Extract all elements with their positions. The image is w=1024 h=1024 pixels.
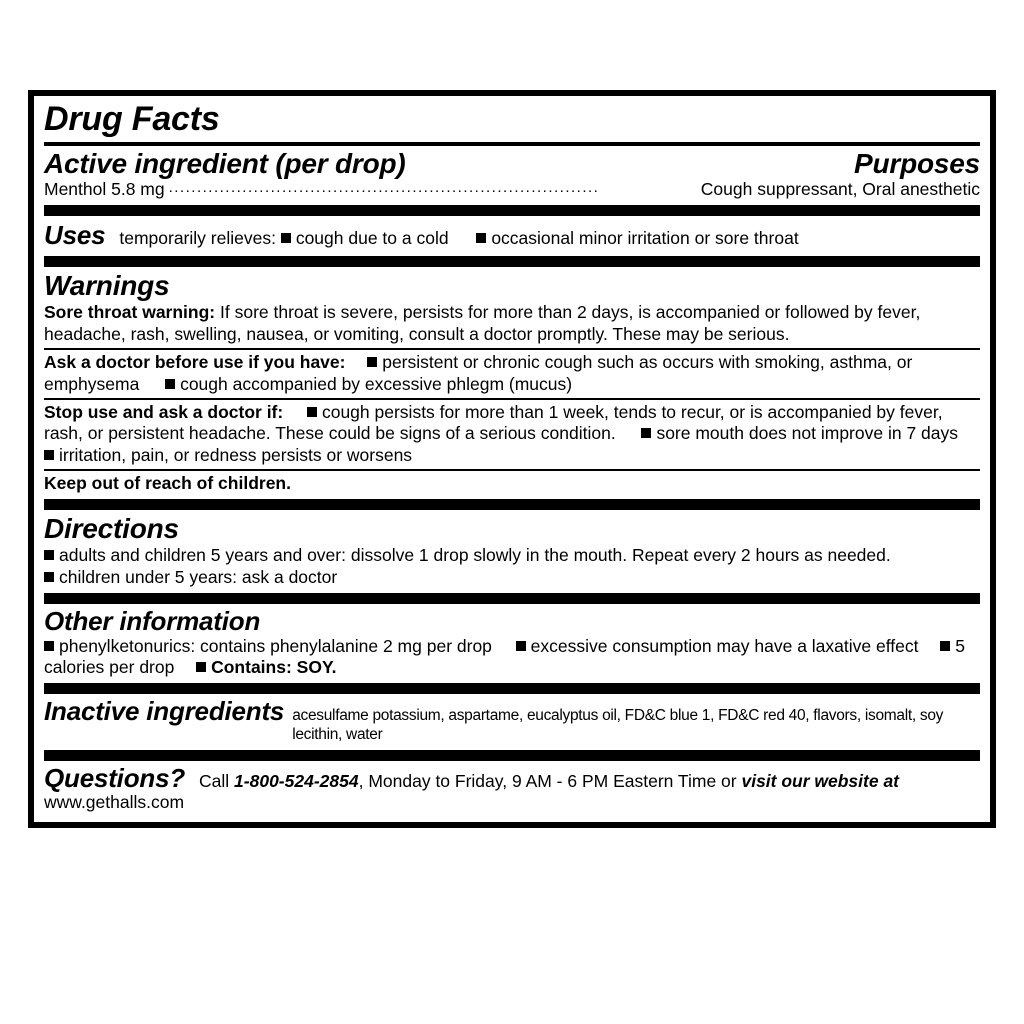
ask-doctor-label: Ask a doctor before use if you have: [44,352,346,373]
bullet-square-icon [44,450,54,460]
questions-heading: Questions? [44,763,186,794]
divider [44,256,980,267]
bullet-square-icon [476,233,486,243]
bullet-square-icon [940,641,950,651]
other-information-item: Contains: SOY. [211,656,337,677]
divider [44,398,980,400]
directions-item: adults and children 5 years and over: dissolve 1 drop slowly in the mouth. Repeat every 2 hours as needed. [44,545,980,566]
divider [44,593,980,604]
other-information-heading: Other information [44,606,261,637]
divider [44,683,980,694]
inactive-ingredients-text: acesulfame potassium, aspartame, eucalyptus oil, FD&C blue 1, FD&C red 40, flavors, isomalt, soy lecithin, water [292,707,944,744]
active-ingredient-heading: Active ingredient (per drop) [44,147,406,179]
uses-item: occasional minor irritation or sore throat [491,228,799,249]
questions-section [44,765,980,814]
divider [44,348,980,350]
active-ingredient-purposes: Cough suppressant, Oral anesthetic [700,179,980,200]
inactive-ingredients-heading: Inactive ingredients [44,696,285,727]
divider [44,469,980,471]
bullet-square-icon [641,428,651,438]
stop-use-item: cough persists for more than 1 week, tends to recur, or is accompanied by fever, rash, or persistent headache. These could be signs of a serious condition. [44,401,943,444]
bullet-square-icon [44,641,54,651]
inactive-ingredients-section [44,698,980,745]
other-information-item: phenylketonurics: contains phenylalanine 2 mg per drop [59,635,492,656]
keep-out-of-reach: Keep out of reach of children. [44,472,291,493]
questions-website-label: visit our website at [741,771,900,792]
questions-call-label: Call [199,771,230,792]
other-information-item: excessive consumption may have a laxative effect [530,635,919,656]
divider [44,499,980,510]
uses-heading: Uses [44,220,106,251]
questions-hours: , Monday to Friday, 9 AM - 6 PM Eastern Time or [358,771,742,792]
active-ingredient-section [44,149,980,200]
bullet-square-icon [516,641,526,651]
directions-item: children under 5 years: ask a doctor [44,567,980,588]
warnings-heading: Warnings [44,270,170,302]
bullet-square-icon [44,572,54,582]
uses-item: cough due to a cold [295,228,449,249]
sore-throat-warning-label: Sore throat warning: [44,302,216,323]
warnings-section [44,271,980,494]
bullet-square-icon [281,233,291,243]
stop-use-label: Stop use and ask a doctor if: [44,401,284,422]
directions-heading: Directions [44,513,179,545]
questions-website[interactable]: www.gethalls.com [44,792,185,813]
stop-use-item: irritation, pain, or redness persists or worsens [59,444,413,465]
bullet-square-icon [196,662,206,672]
uses-section [44,220,980,251]
divider [44,750,980,761]
bullet-square-icon [44,550,54,560]
purposes-heading: Purposes [854,147,980,179]
ask-doctor-item: persistent or chronic cough such as occurs with smoking, asthma, or emphysema [44,352,913,394]
bullet-square-icon [367,357,377,367]
divider [44,205,980,216]
ask-doctor-item: cough accompanied by excessive phlegm (mucus) [180,373,573,394]
drug-facts-panel [28,90,996,828]
bullet-square-icon [307,407,317,417]
bullet-square-icon [165,379,175,389]
divider [44,142,980,146]
questions-phone[interactable]: 1-800-524-2854 [234,771,359,792]
leader-dots: ............................................................................ [168,179,600,197]
sore-throat-warning-text: If sore throat is severe, persists for more than 2 days, is accompanied or followed by fever, headache, rash, swelling, nausea, or vomiting, consult a doctor promptly. These may be serious. [44,302,921,344]
sore-throat-warning [44,302,980,345]
directions-section [44,514,980,588]
ask-doctor-block [44,352,980,395]
stop-use-block [44,402,980,466]
other-information-item: 5 calories per drop [44,635,965,677]
stop-use-item: sore mouth does not improve in 7 days [656,423,959,444]
other-information-section [44,608,980,678]
active-ingredient-name: Menthol 5.8 mg [44,179,165,200]
page-title: Drug Facts [44,100,220,138]
uses-lead: temporarily relieves: [119,228,276,249]
